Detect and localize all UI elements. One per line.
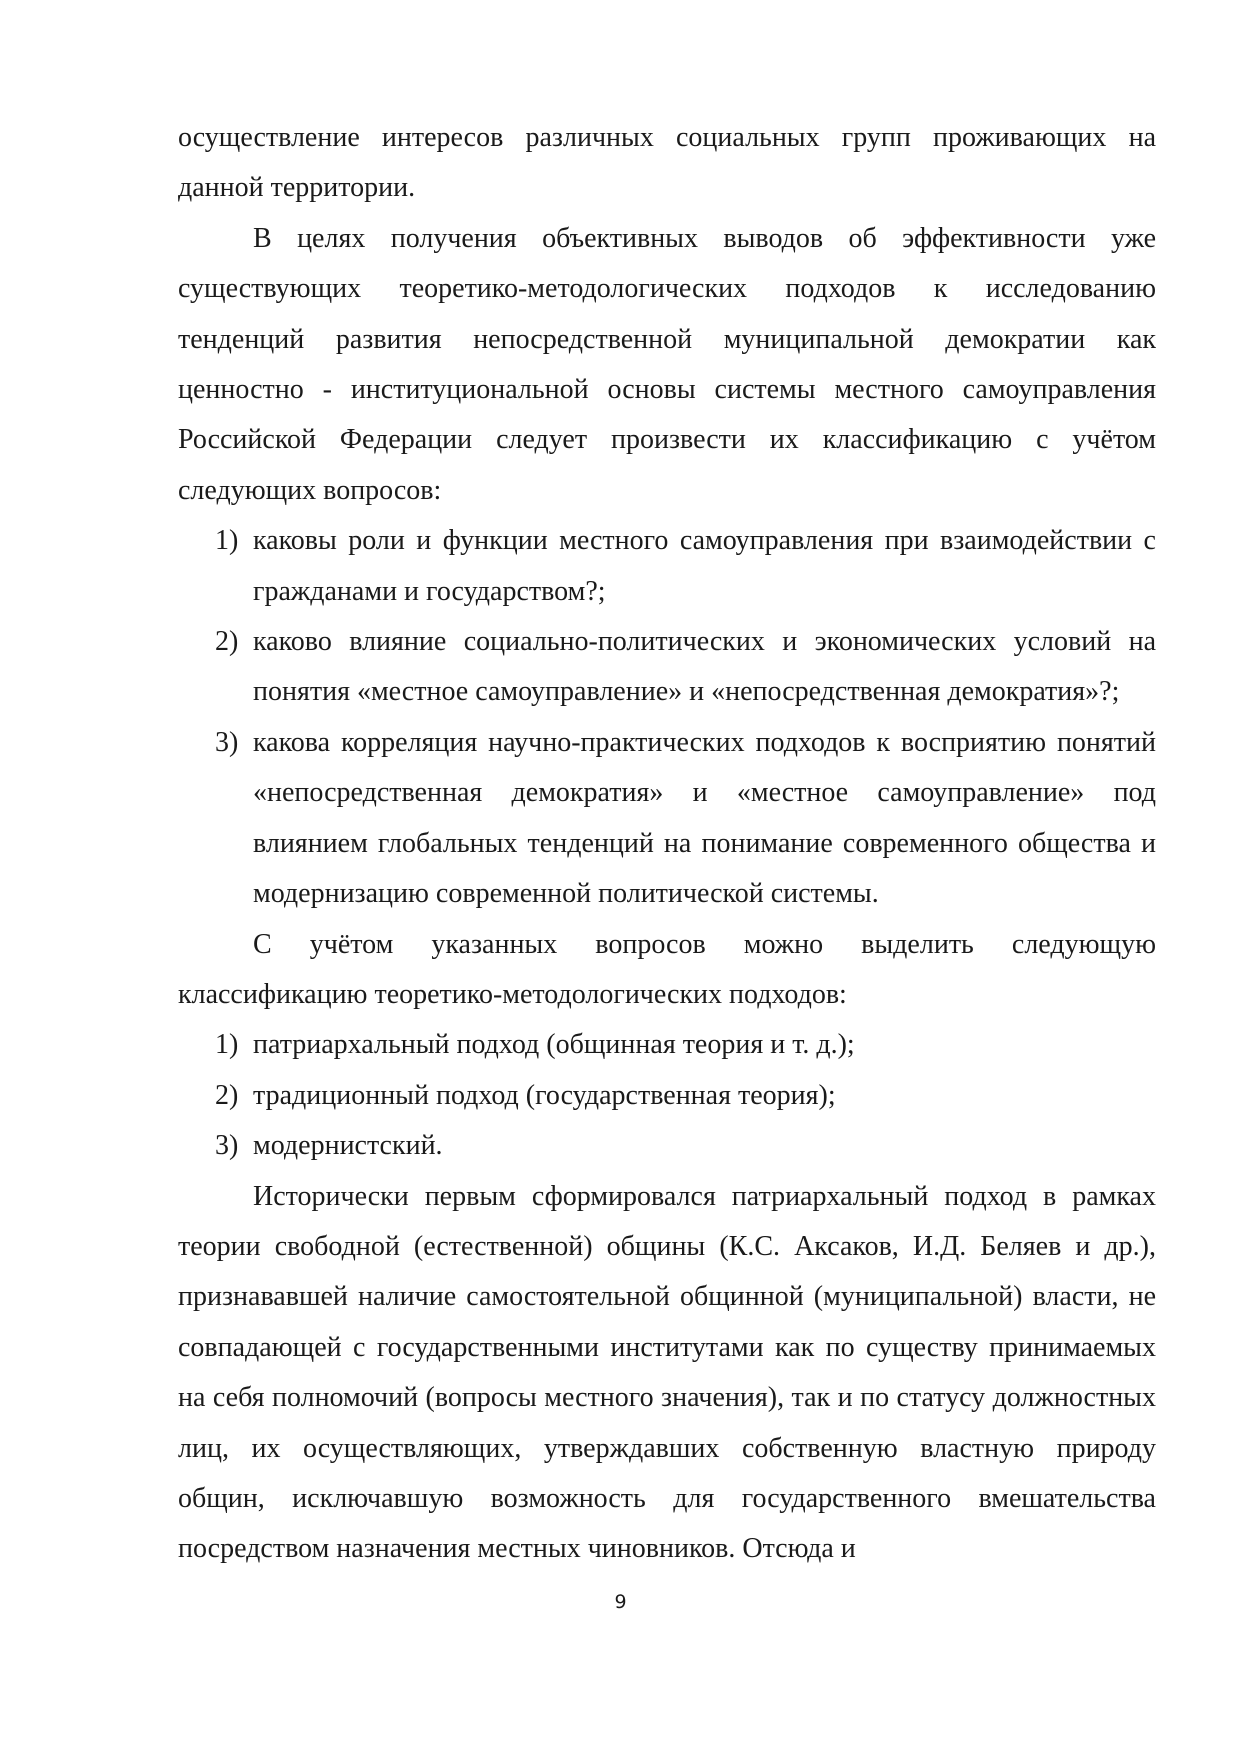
list-item-number: 1) — [215, 1029, 239, 1061]
list-item-text: какова корреляция научно-практических подходов к восприятию понятий «непосредственная демократия» и «местное самоуправление» под влиянием глобальных тенденций на понимание современного общества и модернизацию современной политической системы. — [253, 726, 1156, 910]
list-item — [178, 1020, 1156, 1070]
page-body — [178, 113, 1156, 1575]
list-item-number: 3) — [215, 1130, 239, 1162]
list-item-number: 1) — [215, 525, 239, 557]
list-item-text: модернистский. — [253, 1130, 443, 1162]
paragraph-continuation: осуществление интересов различных социальных групп проживающих на данной территории. — [178, 122, 1156, 204]
list-item-number: 3) — [215, 726, 239, 758]
approaches-list — [178, 1020, 1156, 1171]
list-item-text: традиционный подход (государственная теория); — [253, 1079, 836, 1111]
list-item-text: каково влияние социально-политических и экономических условий на понятия «местное самоуправление» и «непосредственная демократия»?; — [253, 626, 1156, 708]
list-item — [178, 1121, 1156, 1171]
paragraph-classification: С учётом указанных вопросов можно выделить следующую классификацию теоретико-методологических подходов: — [178, 928, 1156, 1010]
paragraph-intro-questions: В целях получения объективных выводов об эффективности уже существующих теоретико-методологических подходов к исследованию тенденций развития непосредственной муниципальной демократии как ценностно - институциональной основы системы местного самоуправления Российской Федерации следует произвести их классификацию с учётом следующих вопросов: — [178, 222, 1156, 506]
list-item — [178, 516, 1156, 617]
list-item-number: 2) — [215, 1079, 239, 1111]
list-item — [178, 617, 1156, 718]
list-item-text: патриархальный подход (общинная теория и т. д.); — [253, 1029, 855, 1061]
page-number: 9 — [614, 1591, 627, 1613]
list-item — [178, 1071, 1156, 1121]
list-item — [178, 718, 1156, 920]
list-item-number: 2) — [215, 626, 239, 658]
questions-list — [178, 516, 1156, 919]
list-item-text: каковы роли и функции местного самоуправления при взаимодействии с гражданами и государством?; — [253, 525, 1156, 607]
paragraph-patriarchal-approach: Исторически первым сформировался патриархальный подход в рамках теории свободной (естественной) общины (К.С. Аксаков, И.Д. Беляев и др.), признававшей наличие самостоятельной общинной (муниципальной) власти, не совпадающей с государственными институтами как по существу принимаемых на себя полномочий (вопросы местного значения), так и по статусу должностных лиц, их осуществляющих, утверждавших собственную властную природу общин, исключавшую возможность для государственного вмешательства посредством назначения местных чиновников. Отсюда и — [178, 1180, 1156, 1565]
